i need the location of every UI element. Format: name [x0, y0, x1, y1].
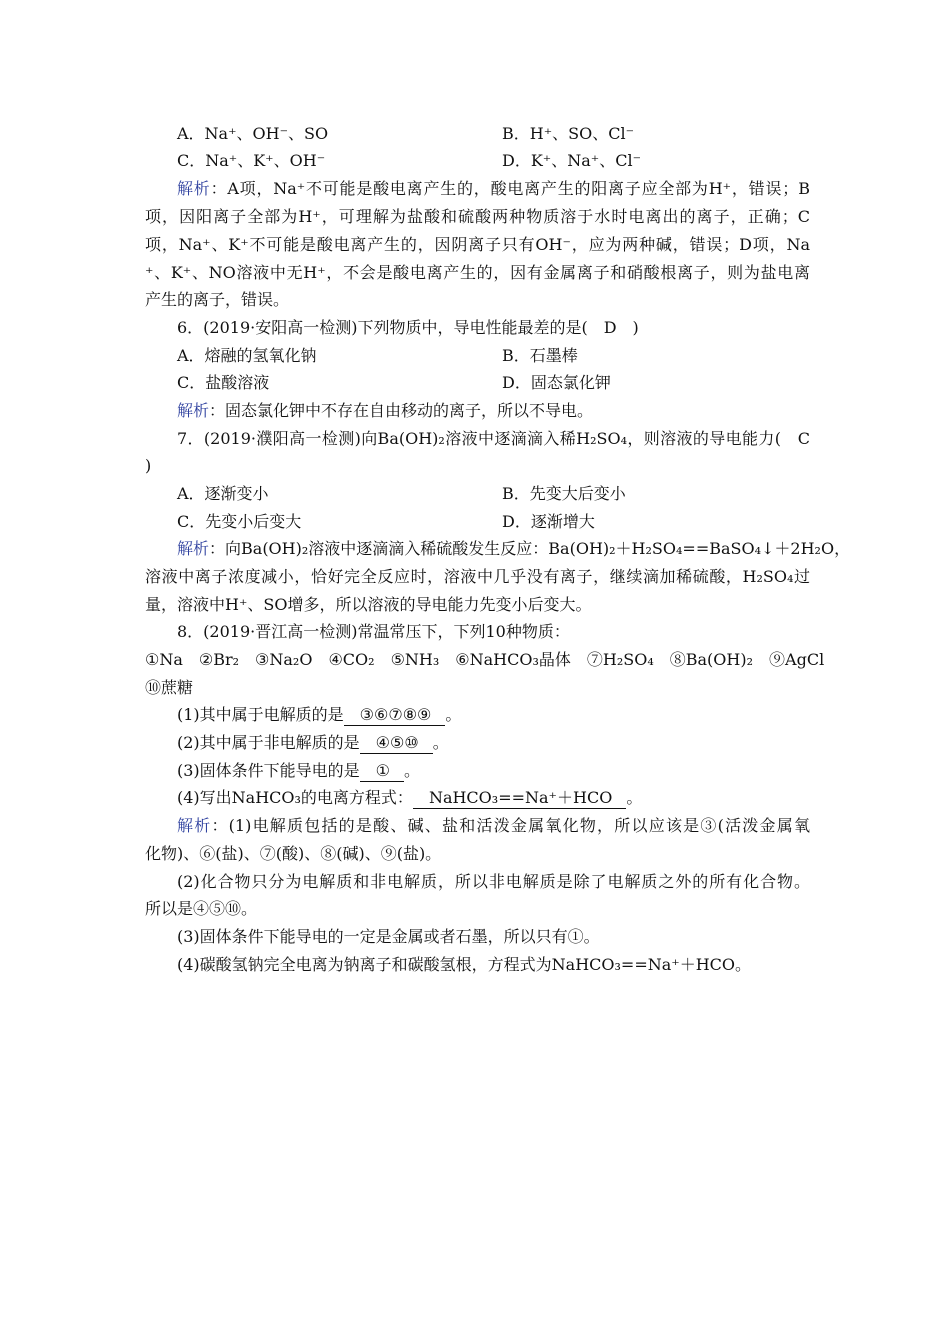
- q7-explanation-line-1: 解析：向Ba(OH)₂溶液中逐滴滴入稀硫酸发生反应：Ba(OH)₂＋H₂SO₄==BaSO₄↓＋2H₂O，: [177, 539, 851, 558]
- q5-option-c: C．Na⁺、K⁺、OH⁻: [177, 151, 326, 170]
- q7-stem-line-2: ): [145, 456, 152, 475]
- q5-options-row-1: [177, 121, 810, 147]
- q6-stem: 6．(2019·安阳高一检测)下列物质中，导电性能最差的是( D ): [177, 318, 639, 337]
- q7-stem-line-1: 7．(2019·濮阳高一检测)向Ba(OH)₂溶液中逐滴滴入稀H₂SO₄，则溶液的导电能力( C: [177, 429, 810, 448]
- q5-explanation-line-4: ⁺、K⁺、NO溶液中无H⁺，不会是酸电离产生的，因有金属离子和硝酸根离子，则为盐电离: [145, 263, 810, 282]
- q8-explanation-line-5: (3)固体条件下能导电的一定是金属或者石墨，所以只有①。: [177, 927, 600, 946]
- q8-explanation-line-1: 解析：(1)电解质包括的是酸、碱、盐和活泼金属氧化物，所以应该是③(活泼金属氧: [177, 816, 810, 835]
- explanation-label: 解析: [177, 401, 210, 420]
- q6-options-row-2: [177, 370, 810, 396]
- q8-part-1: (1)其中属于电解质的是 ③⑥⑦⑧⑨ 。: [177, 705, 462, 724]
- q7-options-row-2: [177, 509, 810, 535]
- q8-explanation-line-3: (2)化合物只分为电解质和非电解质，所以非电解质是除了电解质之外的所有化合物。: [177, 872, 810, 891]
- q5-explanation-line-3: 项，Na⁺、K⁺不可能是酸电离产生的，因阴离子只有OH⁻，应为两种碱，错误；D项，Na: [145, 235, 810, 254]
- q8-answer-2: ④⑤⑩: [360, 733, 433, 754]
- q8-answer-4: NaHCO₃==Na⁺＋HCO: [413, 788, 626, 809]
- q6-option-b: B．石墨棒: [502, 346, 578, 365]
- q5-explanation-line-2: 项，因阳离子全部为H⁺，可理解为盐酸和硫酸两种物质溶于水时电离出的离子，正确；C: [145, 207, 810, 226]
- q6-option-c: C．盐酸溶液: [177, 373, 270, 392]
- explanation-label: 解析: [177, 816, 212, 835]
- q7-option-d: D．逐渐增大: [502, 512, 595, 531]
- q8-explanation-line-6: (4)碳酸氢钠完全电离为钠离子和碳酸氢根，方程式为NaHCO₃==Na⁺＋HCO。: [177, 955, 752, 974]
- q7-option-c: C．先变小后变大: [177, 512, 302, 531]
- q6-option-d: D．固态氯化钾: [502, 373, 611, 392]
- q8-part-2: (2)其中属于非电解质的是 ④⑤⑩ 。: [177, 733, 449, 752]
- q8-substances-2: ⑩蔗糖: [145, 678, 194, 697]
- q5-option-a: A．Na⁺、OH⁻、SO: [177, 124, 329, 143]
- q7-option-b: B．先变大后变小: [502, 484, 626, 503]
- q8-answer-3: ①: [360, 761, 404, 782]
- explanation-label: 解析: [177, 179, 211, 198]
- q5-option-b: B．H⁺、SO、Cl⁻: [502, 124, 635, 143]
- q8-substances: ①Na ②Br₂ ③Na₂O ④CO₂ ⑤NH₃ ⑥NaHCO₃晶体 ⑦H₂SO₄ ⑧Ba(OH)₂ ⑨AgCl: [145, 650, 825, 669]
- q8-part-4: (4)写出NaHCO₃的电离方程式： NaHCO₃==Na⁺＋HCO 。: [177, 788, 643, 807]
- explanation-label: 解析: [177, 539, 210, 558]
- q8-explanation-line-4: 所以是④⑤⑩。: [145, 899, 258, 918]
- q7-option-a: A．逐渐变小: [177, 484, 269, 503]
- q6-explanation: 解析：固态氯化钾中不存在自由移动的离子，所以不导电。: [177, 401, 594, 420]
- q6-options-row-1: [177, 343, 810, 369]
- q7-explanation-line-3: 量，溶液中H⁺、SO增多，所以溶液的导电能力先变小后变大。: [145, 595, 592, 614]
- q7-options-row-1: [177, 481, 810, 507]
- q6-option-a: A．熔融的氢氧化钠: [177, 346, 317, 365]
- q8-stem: 8．(2019·晋江高一检测)常温常压下，下列10种物质：: [177, 622, 570, 641]
- q5-options-row-2: [177, 148, 810, 174]
- q5-explanation-line-5: 产生的离子，错误。: [145, 290, 290, 309]
- q8-answer-1: ③⑥⑦⑧⑨: [344, 705, 446, 726]
- q7-explanation-line-2: 溶液中离子浓度减小，恰好完全反应时，溶液中几乎没有离子，继续滴加稀硫酸，H₂SO₄过: [145, 567, 810, 586]
- q5-option-d: D．K⁺、Na⁺、Cl⁻: [502, 151, 642, 170]
- q5-explanation-line-1: 解析：A项，Na⁺不可能是酸电离产生的，酸电离产生的阳离子应全部为H⁺，错误；B: [177, 179, 810, 198]
- q8-explanation-line-2: 化物)、⑥(盐)、⑦(酸)、⑧(碱)、⑨(盐)。: [145, 844, 442, 863]
- q8-part-3: (3)固体条件下能导电的是 ① 。: [177, 761, 421, 780]
